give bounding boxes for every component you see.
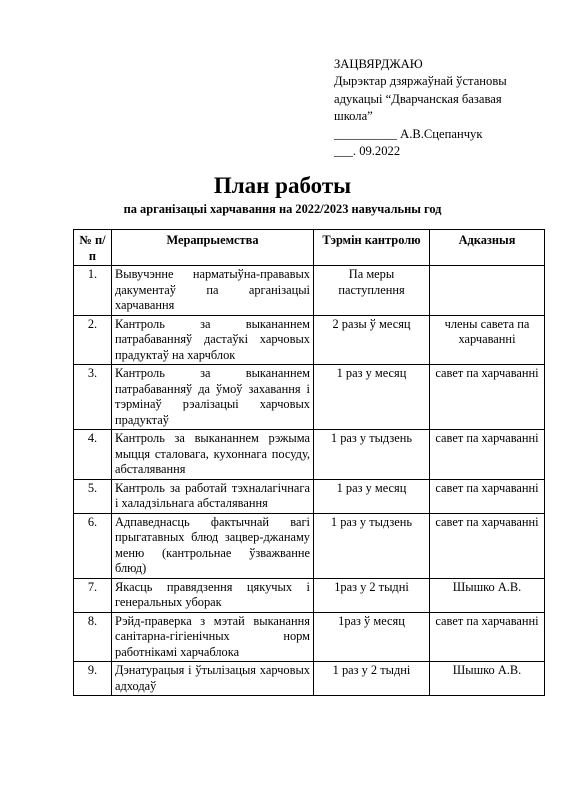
header-responsible: Адказныя [430,230,545,266]
row-num: 2. [74,315,112,365]
table-row [74,662,545,696]
row-term: Па меры паступлення [314,266,430,316]
row-num: 6. [74,513,112,578]
document-title: План работы [213,173,352,198]
row-num: 3. [74,365,112,430]
table-row [74,266,545,316]
table-row [74,430,545,480]
row-term: 1 раз у месяц [314,365,430,430]
approval-institution-cont: школа” [334,109,373,124]
row-responsible: савет па харчаванні [430,612,545,662]
row-activity: Кантроль за выкананнем патрабаванняў дастаўкі харчовых прадуктаў на харчблок [112,315,314,365]
row-activity: Якасць правядзення цякучых і генеральных уборак [112,578,314,612]
row-num: 9. [74,662,112,696]
approval-position: Дырэктар дзяржаўнай ўстановы [334,74,507,89]
plan-table [73,229,545,696]
approval-institution: адукацыі “Дварчанская базавая [334,91,502,106]
row-num: 7. [74,578,112,612]
row-term: 2 разы ў месяц [314,315,430,365]
row-term: 1 раз у тыдзень [314,513,430,578]
row-activity: Адпаведнасць фактычнай вагі прыгатавных блюд зацвер-джанаму меню (кантрольнае ўзважванне блюд) [112,513,314,578]
row-term: 1 раз у месяц [314,479,430,513]
row-activity: Вывучэнне нарматыўна-прававых дакументаў па арганізацыі харчавання [112,266,314,316]
table-row [74,578,545,612]
document-subtitle: па арганізацыі харчавання на 2022/2023 навучальны год [123,202,442,216]
row-responsible: Шышко А.В. [430,578,545,612]
row-num: 5. [74,479,112,513]
row-activity: Кантроль за выкананнем рэжыма мыцця сталовага, кухоннага посуду, абсталявання [112,430,314,480]
table-row [74,612,545,662]
table-header-row [74,230,545,266]
header-activity: Мерапрыемства [112,230,314,266]
row-activity: Дэнатурацыя і ўтылізацыя харчовых адходаў [112,662,314,696]
table-row [74,315,545,365]
row-num: 4. [74,430,112,480]
table-row [74,513,545,578]
row-term: 1раз ў месяц [314,612,430,662]
table-row [74,479,545,513]
row-num: 1. [74,266,112,316]
row-responsible: савет па харчаванні [430,479,545,513]
row-term: 1 раз у 2 тыдні [314,662,430,696]
approval-signature: __________ А.В.Сцепанчук [334,126,483,141]
row-activity: Кантроль за выкананнем патрабаванняў да ўмоў захавання і тэрмінаў рэалізацыі харчовых прадуктаў [112,365,314,430]
row-responsible: савет па харчаванні [430,513,545,578]
row-term: 1 раз у тыдзень [314,430,430,480]
header-num: № п/п [74,230,112,266]
header-term: Тэрмін кантролю [314,230,430,266]
row-activity: Рэйд-праверка з мэтай выканання санітарна-гігіенічных норм работнікамі харчаблока [112,612,314,662]
row-activity: Кантроль за работай тэхналагічнага і халадзільнага абсталявання [112,479,314,513]
row-responsible: савет па харчаванні [430,365,545,430]
row-responsible: Шышко А.В. [430,662,545,696]
row-num: 8. [74,612,112,662]
row-responsible: члены савета па харчаванні [430,315,545,365]
approval-heading: ЗАЦВЯРДЖАЮ [334,57,423,71]
row-responsible: савет па харчаванні [430,430,545,480]
row-responsible [430,266,545,316]
approval-block [334,56,554,160]
table-row [74,365,545,430]
row-term: 1раз у 2 тыдні [314,578,430,612]
approval-date: ___. 09.2022 [334,144,401,159]
